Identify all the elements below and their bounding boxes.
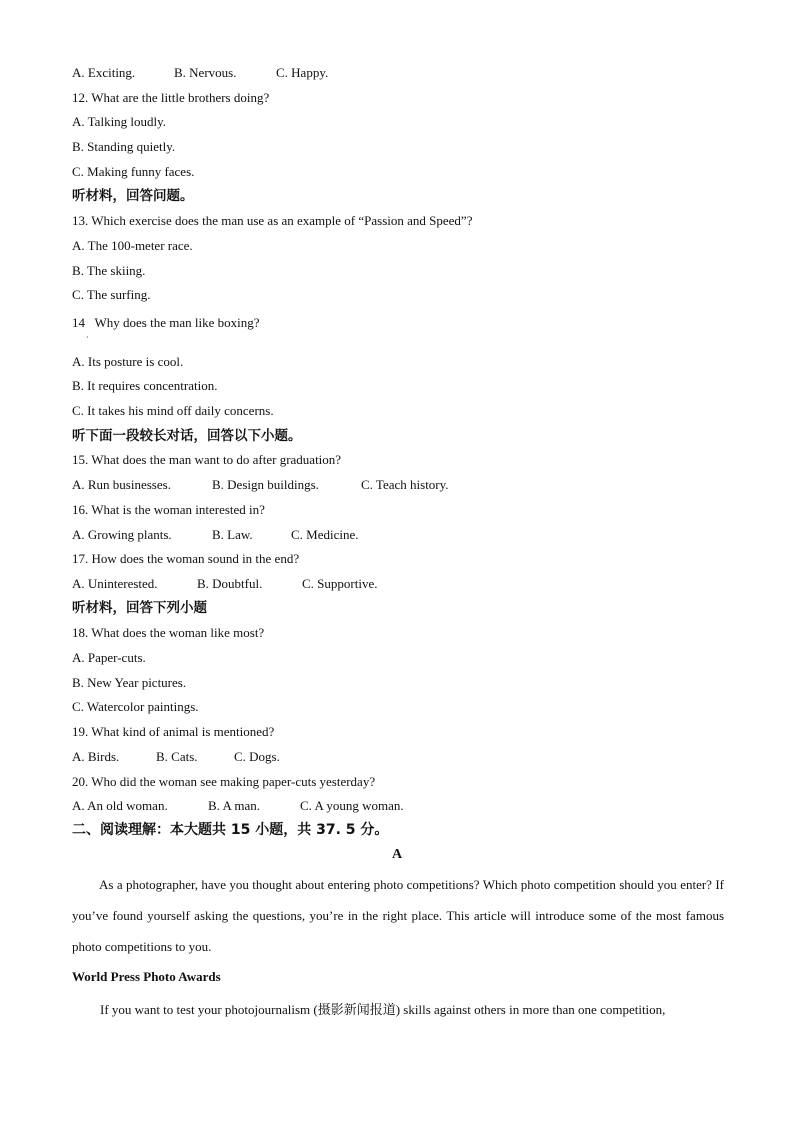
q14-option-c: C. It takes his mind off daily concerns.: [72, 403, 274, 418]
stray-dot: ·: [86, 333, 89, 342]
listening-header-3: 听材料，回答下列小题: [72, 600, 207, 616]
passage-subheading: World Press Photo Awards: [72, 969, 221, 984]
q20-option-c: C. A young woman.: [300, 798, 404, 813]
q18-option-a: A. Paper-cuts.: [72, 650, 146, 665]
q14-question: 14 Why does the man like boxing?: [72, 315, 260, 330]
q12-question: 12. What are the little brothers doing?: [72, 90, 270, 105]
q14-option-a: A. Its posture is cool.: [72, 354, 184, 369]
passage-label: A: [391, 847, 403, 862]
q17-question: 17. How does the woman sound in the end?: [72, 551, 300, 566]
q19-option-a: A. Birds.: [72, 749, 120, 764]
q14-option-b: B. It requires concentration.: [72, 378, 218, 393]
q15-option-c: C. Teach history.: [361, 477, 449, 492]
q16-option-b: B. Law.: [212, 527, 253, 542]
q11-option-c: C. Happy.: [276, 65, 329, 80]
q13-option-a: A. The 100-meter race.: [72, 238, 193, 253]
passage-intro: [72, 869, 724, 962]
q19-option-b: B. Cats.: [156, 749, 198, 764]
q19-option-c: C. Dogs.: [234, 749, 280, 764]
q16-question: 16. What is the woman interested in?: [72, 502, 265, 517]
q11-options: [72, 65, 328, 81]
q15-options: [72, 477, 449, 493]
q19-question: 19. What kind of animal is mentioned?: [72, 724, 275, 739]
q13-option-b: B. The skiing.: [72, 263, 146, 278]
q19-options: [72, 749, 280, 765]
q12-option-c: C. Making funny faces.: [72, 164, 195, 179]
q20-options: [72, 798, 404, 814]
q12-option-a: A. Talking loudly.: [72, 114, 167, 129]
q15-option-b: B. Design buildings.: [212, 477, 319, 492]
passage-continued-text: If you want to test your photojournalism (摄影新闻报道) skills against others in more than one competition,: [100, 1002, 666, 1017]
q17-option-c: C. Supportive.: [302, 576, 378, 591]
q13-option-c: C. The surfing.: [72, 287, 151, 302]
q11-option-a: A. Exciting.: [72, 65, 136, 80]
q17-options: [72, 576, 377, 592]
q18-question: 18. What does the woman like most?: [72, 625, 265, 640]
q15-option-a: A. Run businesses.: [72, 477, 171, 492]
q17-option-b: B. Doubtful.: [197, 576, 263, 591]
q20-question: 20. Who did the woman see making paper-cuts yesterday?: [72, 774, 376, 789]
reading-section-title: 二、阅读理解：本大题共 15 小题，共 37. 5 分。: [72, 822, 389, 838]
passage-continued: [72, 994, 724, 1025]
q16-options: [72, 527, 359, 543]
q11-option-b: B. Nervous.: [174, 65, 237, 80]
q20-option-b: B. A man.: [208, 798, 261, 813]
q16-option-c: C. Medicine.: [291, 527, 359, 542]
passage-intro-text: As a photographer, have you thought about entering photo competitions? Which photo competition should you enter? If you’ve found yourself asking the questions, you’re in the right place. This article will introduce some of the most famous photo competitions to you.: [72, 877, 724, 954]
q18-option-c: C. Watercolor paintings.: [72, 699, 199, 714]
q15-question: 15. What does the man want to do after graduation?: [72, 452, 342, 467]
q12-option-b: B. Standing quietly.: [72, 139, 176, 154]
q18-option-b: B. New Year pictures.: [72, 675, 187, 690]
q20-option-a: A. An old woman.: [72, 798, 168, 813]
q13-question: 13. Which exercise does the man use as an example of “Passion and Speed”?: [72, 213, 473, 228]
q16-option-a: A. Growing plants.: [72, 527, 172, 542]
q17-option-a: A. Uninterested.: [72, 576, 158, 591]
listening-header-1: 听材料，回答问题。: [72, 188, 194, 204]
listening-header-2: 听下面一段较长对话，回答以下小题。: [72, 428, 302, 444]
